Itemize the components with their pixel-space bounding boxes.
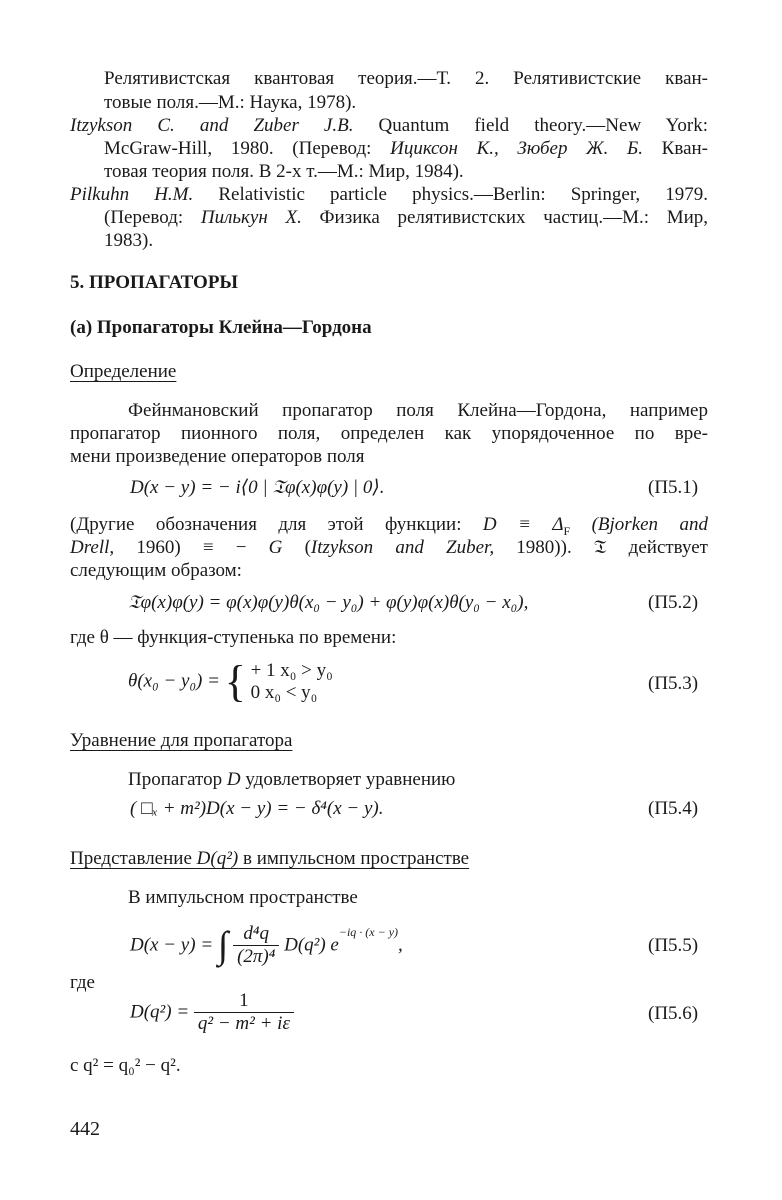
ref-title: Relativistic particle physics.—Berlin: Springer, 1979. [193,184,708,205]
equation-number: (П5.4) [648,798,699,819]
equation-p5-3 [128,657,333,708]
eq-lhs: D(x − y) = [130,934,214,956]
citation: Itzykson and Zuber, [310,537,495,558]
momentum-heading [70,848,469,870]
paragraph-line [128,769,455,791]
equation-p5-6 [130,990,294,1038]
fraction [233,923,279,968]
ref-pilkuhn-line2 [104,207,708,229]
eq-lhs: θ(x₀ − y₀) = [128,670,220,692]
text: в импульсном пространстве [238,848,470,869]
case: + 1 x₀ > y₀ [250,660,333,681]
equation-p5-1: D(x − y) = − i⟨0 | 𝔗φ(x)φ(y) | 0⟩. [130,477,385,498]
equation-p5-5 [130,920,403,970]
definition-heading: Определение [70,361,177,382]
paragraph-line: где θ — функция-ступенька по времени: [70,627,397,648]
ref-author: Pilkuhn H.M. [70,184,194,205]
section-title: 5. ПРОПАГАТОРЫ [70,272,239,293]
ref-line: Релятивистская квантовая теория.—Т. 2. Релятивистские кван- [104,68,708,89]
equation-p5-4: ( □ₓ + m²)D(x − y) = − δ⁴(x − y). [130,798,384,819]
ref-itzykson-line1 [70,115,708,137]
denominator: q² − m² + iε [197,1013,290,1034]
text: Пропагатор [128,769,227,790]
page-number: 442 [70,1118,100,1140]
notation-line2 [70,537,708,559]
text: ( [282,537,311,558]
numerator: d⁴q [233,923,279,946]
equation-number: (П5.5) [648,935,699,956]
brace: { [224,657,246,706]
text: 1980)). 𝔗 действует [494,537,708,558]
equation-number: (П5.3) [648,673,699,694]
ref-line: 1983). [104,230,154,251]
ref-text: McGraw-Hill, 1980. (Перевод: [104,138,391,159]
paragraph-line: мени произведение операторов поля [70,446,365,467]
symbol: D ≡ Δ [482,514,564,535]
citation: (Bjorken and [570,514,708,535]
symbol: D(q²) [196,848,239,869]
punct: , [398,934,403,956]
symbol: G [268,537,283,558]
subscript: F [563,523,571,538]
ref-text: (Перевод: [104,207,201,228]
ref-pilkuhn-line1 [70,184,708,206]
paragraph-line: пропагатор пионного поля, определен как упорядоченное по вре- [70,423,708,444]
equation-p5-2: 𝔗φ(x)φ(y) = φ(x)φ(y)θ(x₀ − y₀) + φ(y)φ(x)θ(y₀ − x₀), [128,592,529,613]
cases [251,660,333,704]
eq-lhs: D(q²) = [130,1001,190,1023]
text: удовлетворяет уравнению [240,769,456,790]
symbol: D [226,769,241,790]
text: Представление [70,848,197,869]
numerator: 1 [194,990,294,1013]
text: 1960) ≡ − [114,537,269,558]
paragraph-line: Фейнмановский пропагатор поля Клейна—Гордона, например [128,400,708,421]
ref-itzykson-line2 [104,138,708,160]
paragraph-line: следующим образом: [70,560,242,581]
eq-rhs: D(q²) e [284,934,339,956]
ref-line: товые поля.—М.: Наука, 1978). [104,92,357,113]
ref-text: Кван- [642,138,708,159]
case: 0 x₀ < y₀ [250,682,318,703]
equation-number: (П5.2) [648,592,699,613]
ref-translator: Пилькун Х. [200,207,302,228]
ref-author: Itzykson C. and Zuber J.B. [70,115,354,136]
equation-number: (П5.1) [648,477,699,498]
paragraph-line: с q² = q₀² − q². [70,1055,181,1076]
equation-number: (П5.6) [648,1003,699,1024]
fraction [194,990,294,1035]
propagator-equation-heading: Уравнение для пропагатора [70,730,293,751]
ref-text: Физика релятивистских частиц.—М.: Мир, [301,207,709,228]
section-subtitle: (а) Пропагаторы Клейна—Гордона [70,317,372,338]
integral-sign: ∫ [217,924,229,967]
paragraph-line: В импульсном пространстве [128,887,358,908]
exponent: −iq · (x − y) [338,925,399,939]
ref-title: Quantum field theory.—New York: [353,115,708,136]
ref-translator: Ициксон К., Зюбер Ж. Б. [390,138,643,159]
text: (Другие обозначения для этой функции: [70,514,483,535]
denominator: (2π)⁴ [237,946,276,968]
citation: Drell, [70,537,115,558]
ref-line: товая теория поля. В 2-х т.—М.: Мир, 1984). [104,161,464,182]
paragraph-line: где [70,972,95,993]
